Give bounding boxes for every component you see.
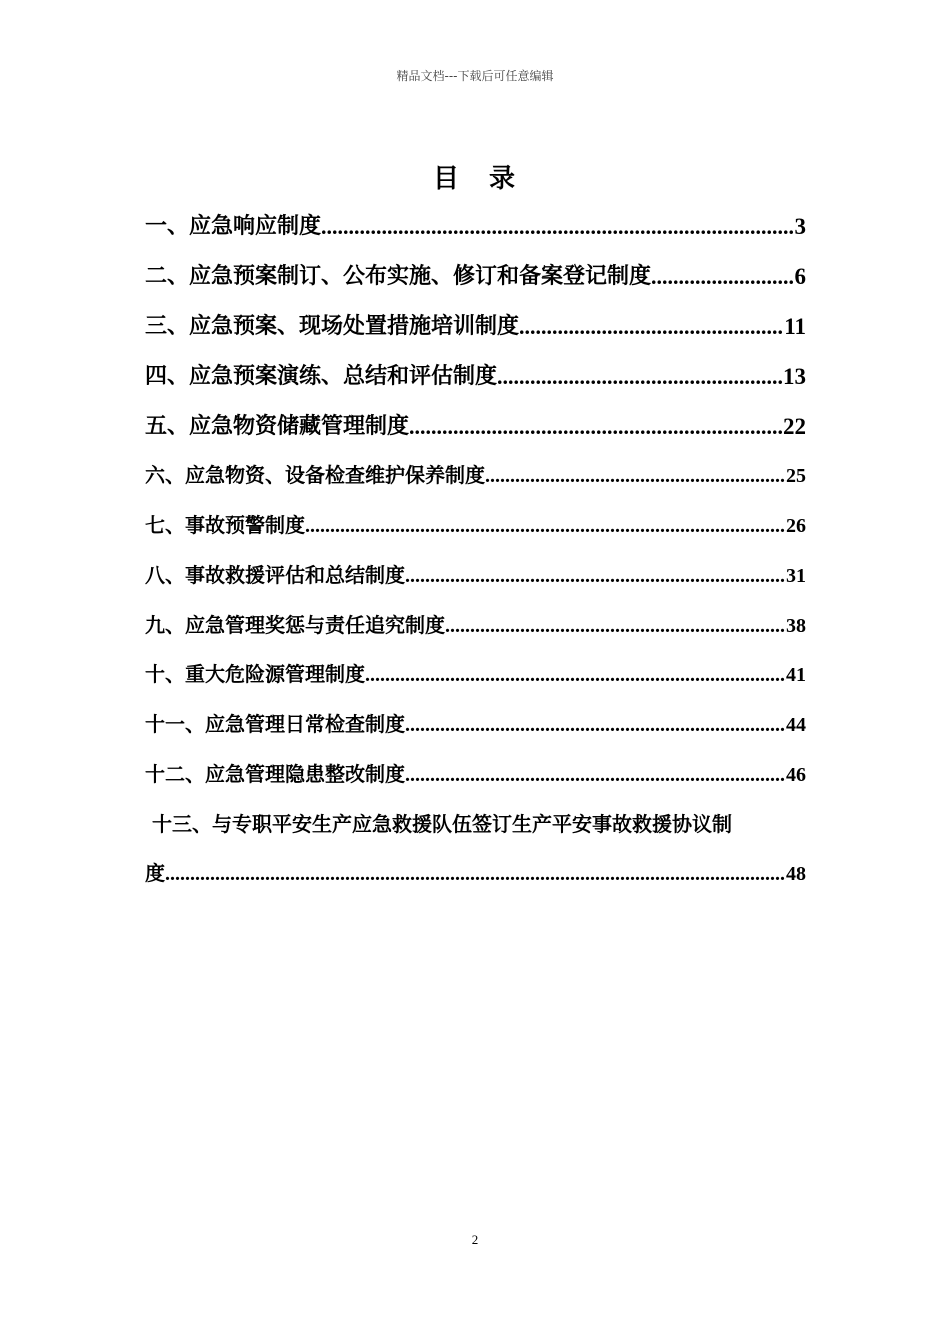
- toc-entry-label: 四、应急预案演练、总结和评估制度: [145, 364, 498, 389]
- toc-title-part2: 录: [489, 164, 518, 194]
- toc-entry-7[interactable]: [145, 510, 806, 538]
- toc-entry-page: 41: [786, 664, 806, 686]
- toc-title-part1: 目: [432, 164, 461, 194]
- toc-entry-page: 3: [794, 214, 806, 239]
- toc-entry-10[interactable]: [145, 659, 806, 687]
- toc-leader-dots: [651, 264, 794, 290]
- toc-entry-page: 31: [786, 565, 806, 587]
- toc-entry-page: 6: [794, 264, 806, 289]
- toc-entry-13[interactable]: [145, 858, 806, 886]
- toc-entry-page: 13: [783, 364, 806, 389]
- toc-leader-dots: [405, 565, 786, 588]
- toc-entry-4[interactable]: [145, 360, 806, 390]
- toc-entry-9[interactable]: [145, 610, 806, 638]
- toc-entry-page: 25: [786, 465, 806, 487]
- toc-entry-page: 38: [786, 615, 806, 637]
- toc-entry-label: 二、应急预案制订、公布实施、修订和备案登记制度: [145, 264, 652, 289]
- toc-leader-dots: [485, 465, 786, 488]
- toc-leader-dots: [321, 214, 794, 240]
- toc-entry-5[interactable]: [145, 410, 806, 440]
- toc-entry-3[interactable]: [145, 310, 806, 340]
- toc-leader-dots: [445, 615, 786, 638]
- toc-leader-dots: [305, 515, 786, 538]
- toc-entry-page: 26: [786, 515, 806, 537]
- toc-entry-label: 十二、应急管理隐患整改制度: [145, 762, 405, 786]
- toc-entry-page: 46: [786, 764, 806, 786]
- toc-entry-label: 三、应急预案、现场处置措施培训制度: [145, 314, 520, 339]
- toc-entry-label: 七、事故预警制度: [145, 513, 305, 537]
- toc-entry-8[interactable]: [145, 560, 806, 588]
- toc-leader-dots: [165, 863, 786, 886]
- toc-entry-label: 八、事故救援评估和总结制度: [145, 563, 405, 587]
- toc-entry-12[interactable]: [145, 759, 806, 787]
- toc-entry-label: 五、应急物资储藏管理制度: [145, 414, 410, 439]
- toc-entry-6[interactable]: [145, 460, 806, 488]
- page-header: 精品文档---下载后可任意编辑: [396, 69, 554, 83]
- toc-leader-dots: [497, 364, 783, 390]
- toc-leader-dots: [519, 314, 784, 340]
- toc-leader-dots: [405, 714, 786, 737]
- toc-leader-dots: [405, 764, 786, 787]
- toc-title: [0, 158, 950, 195]
- toc-entry-page: 22: [783, 414, 806, 439]
- toc-leader-dots: [365, 664, 786, 687]
- toc-entry-label: 九、应急管理奖惩与责任追究制度: [145, 613, 445, 637]
- toc-entry-2[interactable]: [145, 260, 806, 290]
- toc-entry-label: 十、重大危险源管理制度: [145, 662, 365, 686]
- toc-entry-page: 11: [784, 314, 806, 339]
- toc-entry-label: 六、应急物资、设备检查维护保养制度: [145, 463, 485, 487]
- page-number: 2: [471, 1232, 479, 1247]
- toc-leader-dots: [409, 414, 783, 440]
- toc-entry-label: 一、应急响应制度: [145, 214, 322, 239]
- toc-entry-label: 度: [145, 861, 165, 885]
- toc-entry-page: 44: [786, 714, 806, 736]
- toc-entry-11[interactable]: [145, 709, 806, 737]
- toc-entry-1[interactable]: [145, 210, 806, 240]
- toc-entry-13-line1[interactable]: 十三、与专职平安生产应急救援队伍签订生产平安事故救援协议制: [152, 812, 732, 836]
- toc-entry-page: 48: [786, 863, 806, 885]
- toc-entry-label: 十一、应急管理日常检查制度: [145, 712, 405, 736]
